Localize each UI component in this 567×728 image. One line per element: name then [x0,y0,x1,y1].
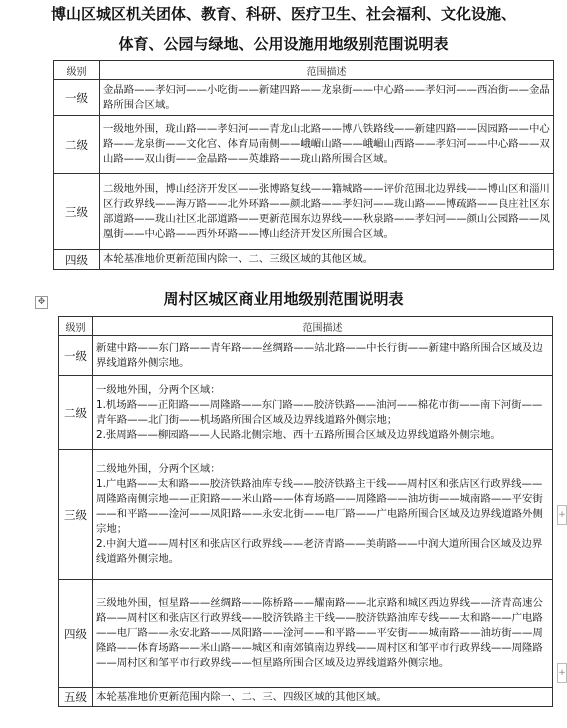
desc-cell [93,336,553,376]
table-row [59,580,553,688]
doc1-title-line2: 体育、公园与绿地、公用设施用地级别范围说明表 [118,35,449,53]
level-cell: 二级 [54,116,100,174]
doc2-table [58,316,553,707]
doc1-col-desc: 范围描述 [100,61,554,80]
desc-line: 一级地外围，分两个区域： [96,383,221,396]
desc-cell [93,580,553,688]
table-row [54,250,554,270]
desc-line: 三级地外围，恒星路——丝绸路——陈桥路——耀南路——北京路和城区西边界线——济青高速公路——周村区和张店区行政界线——胶济铁路主干线——胶济铁路油库专线——太和路——广电路——电厂路——永安北路——凤阳路——淦河——和平路——平安街——城南路——油坊街——周隆路——体育场路——米山路——城区和南郊镇南边界线——周村区和邹平市行政界线——周隆路——周村区和邹平市行政界线——恒星路所围合区域及边界线道路外侧宗地。 [96,597,543,669]
desc-line: 一级地外围，珑山路——孝妇河——青龙山北路——博八铁路线——新建四路——因园路——中心路——龙泉街——文化宫、体育局南侧——峨嵋山路——峨嵋山西路——孝妇河——中心路——双山路——双山街——金晶路——英雄路——珑山路所围合区域。 [103,123,550,165]
table-row [59,336,553,376]
desc-line: 2.张周路——柳园路——人民路北侧宗地、西十五路所围合区域及边界线道路外侧宗地。 [96,428,501,441]
plus-icon[interactable]: + [557,663,567,683]
doc2-col-desc: 范围描述 [93,317,553,336]
level-cell: 一级 [59,336,93,376]
level-cell: 四级 [59,580,93,688]
table-row [59,450,553,580]
desc-line: 新建中路——东门路——青年路——丝绸路——站北路——中长行街——新建中路所围合区域及边界线道路外侧宗地。 [96,341,543,369]
level-cell: 五级 [59,688,93,707]
doc1-header-row [54,61,554,80]
desc-line: 2.中润大道——周村区和张店区行政界线——老济青路——美萌路——中润大道所围合区域及边界线道路外侧宗地。 [96,538,543,565]
table-row [54,80,554,116]
level-cell: 四级 [54,250,100,270]
desc-line: 1.机场路——正阳路——周隆路——东门路——胶济铁路——油河——棉花市街——南下河街——青年路——北门街——机场路所围合区域及边界线道路外侧宗地； [96,398,543,426]
level-cell: 三级 [59,450,93,580]
desc-cell [100,174,554,250]
desc-cell [93,688,553,707]
desc-cell [93,450,553,580]
desc-cell [100,116,554,174]
table-row [59,688,553,707]
desc-cell [100,80,554,116]
desc-cell [93,376,553,450]
doc2-title: 周村区城区商业用地级别范围说明表 [163,290,404,308]
level-cell: 二级 [59,376,93,450]
doc1-table [53,60,554,270]
level-cell: 一级 [54,80,100,116]
table-row [54,116,554,174]
desc-line: 1.广电路——太和路——胶济铁路油库专线——胶济铁路主干线——周村区和张店区行政界线——周隆路南侧宗地——正阳路——米山路——体育场路——周隆路——油坊街——城南路——平安街——和平路——淦河——凤阳路——永安北街——电厂路——广电路所围合区域及边界线道路外侧宗地； [96,478,543,535]
table-row [59,376,553,450]
doc2-header-row [59,317,553,336]
desc-line: 本轮基准地价更新范围内除一、二、三、四级区域的其他区域。 [96,690,387,703]
doc1-title-line1: 博山区城区机关团体、教育、科研、医疗卫生、社会福利、文化设施、 [50,5,516,23]
table-row [54,174,554,250]
move-handle-icon[interactable]: ✥ [35,296,48,309]
doc1-col-level: 级别 [54,61,100,80]
level-cell: 三级 [54,174,100,250]
desc-cell [100,250,554,270]
plus-icon[interactable]: + [557,505,567,525]
desc-line: 金晶路——孝妇河——小吃街——新建四路——龙泉街——中心路——孝妇河——西冶街——金晶路所围合区域。 [103,83,550,111]
desc-line: 二级地外围，分两个区域： [96,463,221,475]
desc-line: 二级地外围，博山经济开发区——张博路复线——籍城路——评价范围北边界线——博山区和淄川区行政界线——海万路——北外环路——颜北路——孝妇河——珑山路——博疏路——良庄社区东部道路——珑山社区北部道路——更新范围东边界线——秋泉路——孝妇河——颜山公园路——凤凰街——中心路——西外环路——博山经济开发区所围合区域。 [103,182,550,240]
desc-line: 本轮基准地价更新范围内除一、二、三级区域的其他区域。 [103,253,374,265]
doc2-col-level: 级别 [59,317,93,336]
